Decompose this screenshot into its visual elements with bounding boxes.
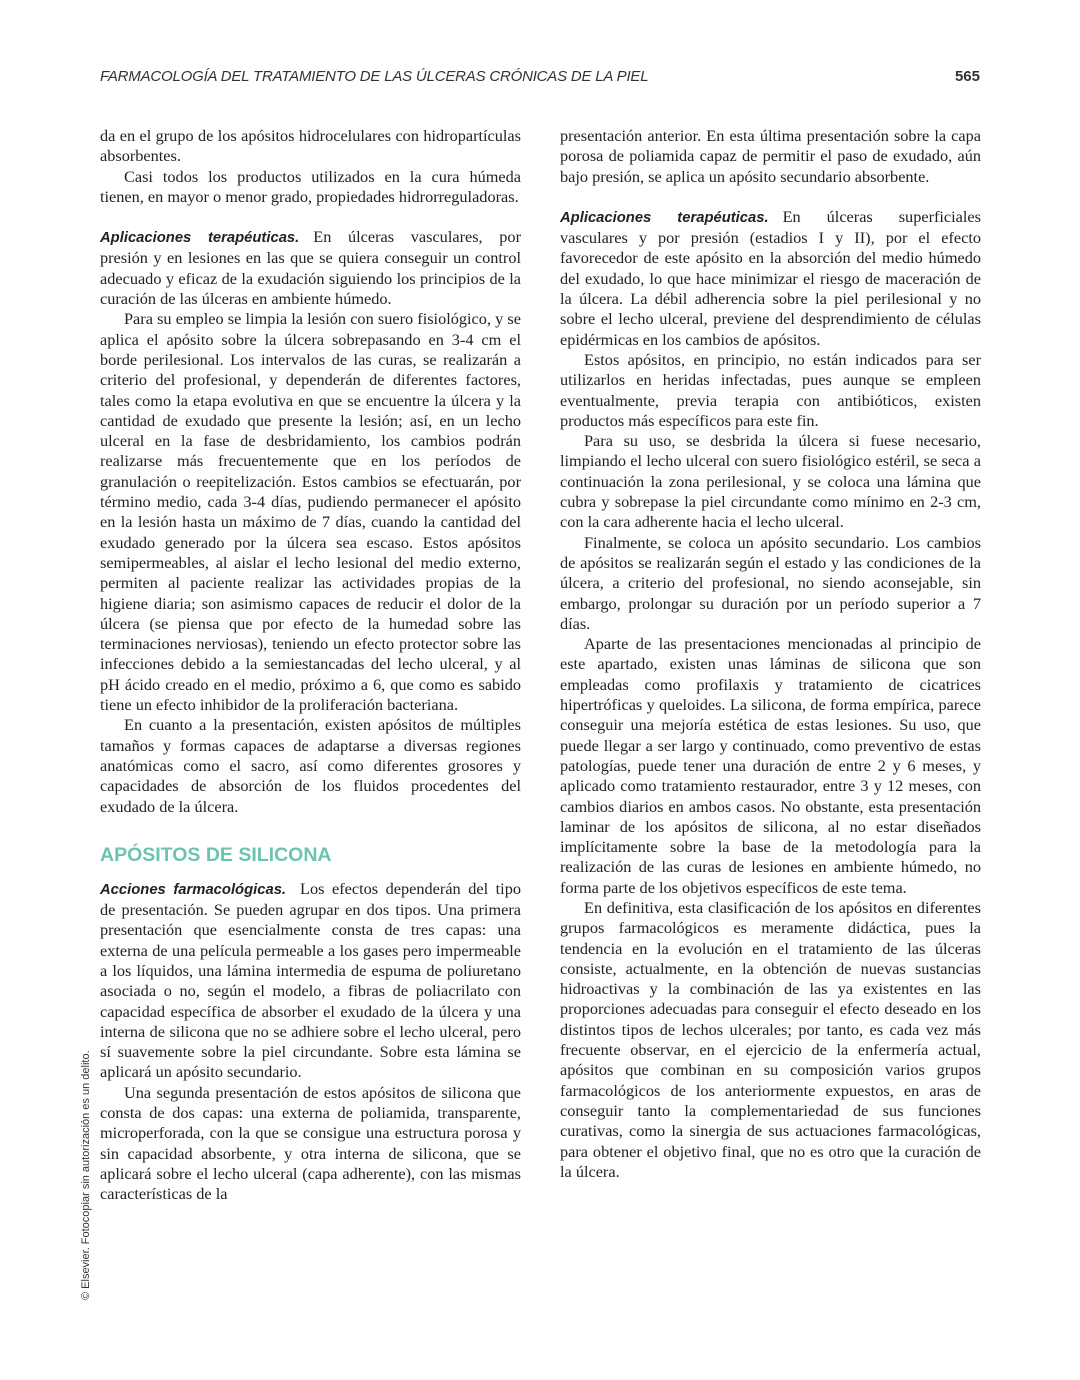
run-in-heading: Aplicaciones terapéuticas.	[100, 230, 300, 247]
paragraph: Para su uso, se desbrida la úlcera si fuese necesario, limpiando el lecho ulceral con suero fisiológico estéril, se seca a continuación la zona perilesional, y se coloca una lámina que cubra y sobrepase la piel circundante como mínimo en 2-3 cm, con la cara adherente hacia el lecho ulceral.	[560, 431, 981, 532]
running-title: FARMACOLOGÍA DEL TRATAMIENTO DE LAS ÚLCERAS CRÓNICAS DE LA PIEL	[100, 68, 649, 85]
paragraph: presentación anterior. En esta última presentación sobre la capa porosa de poliamida capaz de permitir el paso de exudado, aún bajo presión, se aplica un apósito secundario absorbente.	[560, 126, 981, 186]
page-number: 565	[954, 68, 980, 85]
running-header	[100, 68, 980, 85]
right-column	[560, 126, 981, 1182]
paragraph: Una segunda presentación de estos apósitos de silicona que consta de dos capas: una externa de poliamida, transparente, microperforada, con la que se consigue una estructura porosa y sin capacidad absorbente, y otra interna de silicona, que se aplicará sobre el lecho ulceral (capa adherente), con las mismas características de la	[100, 1082, 521, 1204]
paragraph: Para su empleo se limpia la lesión con suero fisiológico, y se aplica el apósito sobre la úlcera sobrepasando en 3-4 cm el borde perilesional. Los intervalos de las curas, se realizarán a criterio del profesional, y dependerán de diferentes factores, tales como la etapa evolutiva en que se encuentre la úlcera y la cantidad de exudado que presente la lesión; así, en un lecho ulceral en la fase de desbridamiento, los cambios podrán realizarse más frecuentemente que en los períodos de granulación o reepitelización. Estos cambios se efectuarán, por término medio, cada 3-4 días, pudiendo permanecer el apósito en la lesión hasta un máximo de 7 días, cuando la cantidad del exudado generado por la úlcera sea escaso. Estos apósitos semipermeables, al aislar el lecho lesional del medio externo, permiten al paciente realizar las actividades propias de la higiene diaria; son asimismo capaces de reducir el dolor de la úlcera (se piensa que por efecto de la humedad sobre las terminaciones nerviosas), teniendo un efecto protector sobre las infecciones debido a la semiestancadas del lecho ulceral, y al pH ácido creado en el medio, próximo a 6, que como es sabido tiene un efecto inhibidor de la proliferación bacteriana.	[100, 309, 521, 715]
paragraph: Aparte de las presentaciones mencionadas al principio de este apartado, existen unas láminas de silicona que son empleadas como profilaxis y tratamiento de cicatrices hipertróficas y queloides. La silicona, de forma empírica, parece conseguir una mejoría estética de estas lesiones. Su uso, que puede llegar a ser largo y continuado, como preventivo de estas patologías, puede tener una duración de entre 2 y 6 meses, y aplicado como tratamiento restaurador, entre 3 y 12 meses, con cambios diarios en ambos casos. No obstante, esta presentación laminar de los apósitos de silicona, al no estar diseñados implícitamente sobre la base de la metodología para la realización de las curas de lesiones en ambiente húmedo, no forma parte de los objetivos específicos de este tema.	[560, 634, 981, 897]
section-heading: APÓSITOS DE SILICONA	[100, 843, 332, 866]
paragraph: En cuanto a la presentación, existen apósitos de múltiples tamaños y formas capaces de adaptarse a diversas regiones anatómicas como el sacro, así como diferentes grosores y capacidades de absorción de los fluidos procedentes del exudado de la úlcera.	[100, 715, 521, 816]
run-in-heading: Aplicaciones terapéuticas.	[560, 209, 769, 226]
paragraph: Estos apósitos, en principio, no están indicados para ser utilizarlos en heridas infectadas, pues aunque se empleen eventualmente, previa terapia con antibióticos, existen productos más específicos para este fin.	[560, 349, 981, 430]
paragraph	[560, 207, 981, 350]
run-in-heading: Acciones farmacológicas.	[100, 881, 287, 898]
copyright-notice: © Elsevier. Fotocopiar sin autorización es un delito.	[80, 1050, 92, 1300]
left-column	[100, 126, 521, 1205]
paragraph: da en el grupo de los apósitos hidrocelulares con hidropartículas absorbentes.	[100, 126, 521, 166]
paragraph: En definitiva, esta clasificación de los apósitos en diferentes grupos farmacológicos es meramente didáctica, pues la tendencia en la evolución en el tratamiento de las úlceras consiste, actualmente, en la obtención de nuevas sustancias hidroactivas y la combinación de las ya existentes en las proporciones adecuadas para conseguir el efecto deseado en los distintos tipos de lechos ulcerales; por tanto, es cada vez más frecuente observar, en el ejercicio de la enfermería actual, apósitos que combinan en su composición varios grupos farmacológicos de los anteriormente expuestos, en aras de conseguir tanto la complementariedad de sus funciones curativas, como la sinergia de sus actuaciones farmacológicas, para obtener el objetivo final, que no es otro que la curación de la úlcera.	[560, 897, 981, 1181]
paragraph-text: En úlceras vasculares, por presión y en lesiones en las que se quiera conseguir un control adecuado y eficaz de la exudación siguiendo los principios de la curación de las úlceras en ambiente húmedo.	[100, 227, 521, 309]
paragraph: Casi todos los productos utilizados en la cura húmeda tienen, en mayor o menor grado, propiedades hidrorreguladoras.	[100, 166, 521, 206]
paragraph: Finalmente, se coloca un apósito secundario. Los cambios de apósitos se realizarán según el estado y las condiciones de la úlcera, a criterio del profesional, no siendo aconsejable, sin embargo, prolongar su duración por un período superior a 7 días.	[560, 532, 981, 633]
paragraph	[100, 227, 521, 309]
paragraph-text: En úlceras superficiales vasculares y por presión (estadios I y II), por el efecto favorecedor de este apósito en la absorción del medio húmedo del exudado, lo que hace minimizar el riesgo de maceración de la úlcera. La débil adherencia sobre la piel perilesional y no sobre el lecho ulceral, previene del desprendimiento de células epidérmicas en los cambios de apósitos.	[560, 206, 981, 349]
paragraph-text: Los efectos dependerán del tipo de presentación. Se pueden agrupar en dos tipos. Una primera presentación que esencialmente consta de tres capas: una externa de una película permeable a los gases pero impermeable a los líquidos, una lámina intermedia de espuma de poliuretano asociada o no, según el modelo, a fibras de poliacrilato con capacidad específica de absorber el exudado de la úlcera y una interna de silicona que no se adhiere sobre el lecho ulceral, pero sí suavemente sobre la piel circundante. Sobre esta lámina se aplicará un apósito secundario.	[100, 878, 521, 1082]
paragraph	[100, 879, 521, 1083]
